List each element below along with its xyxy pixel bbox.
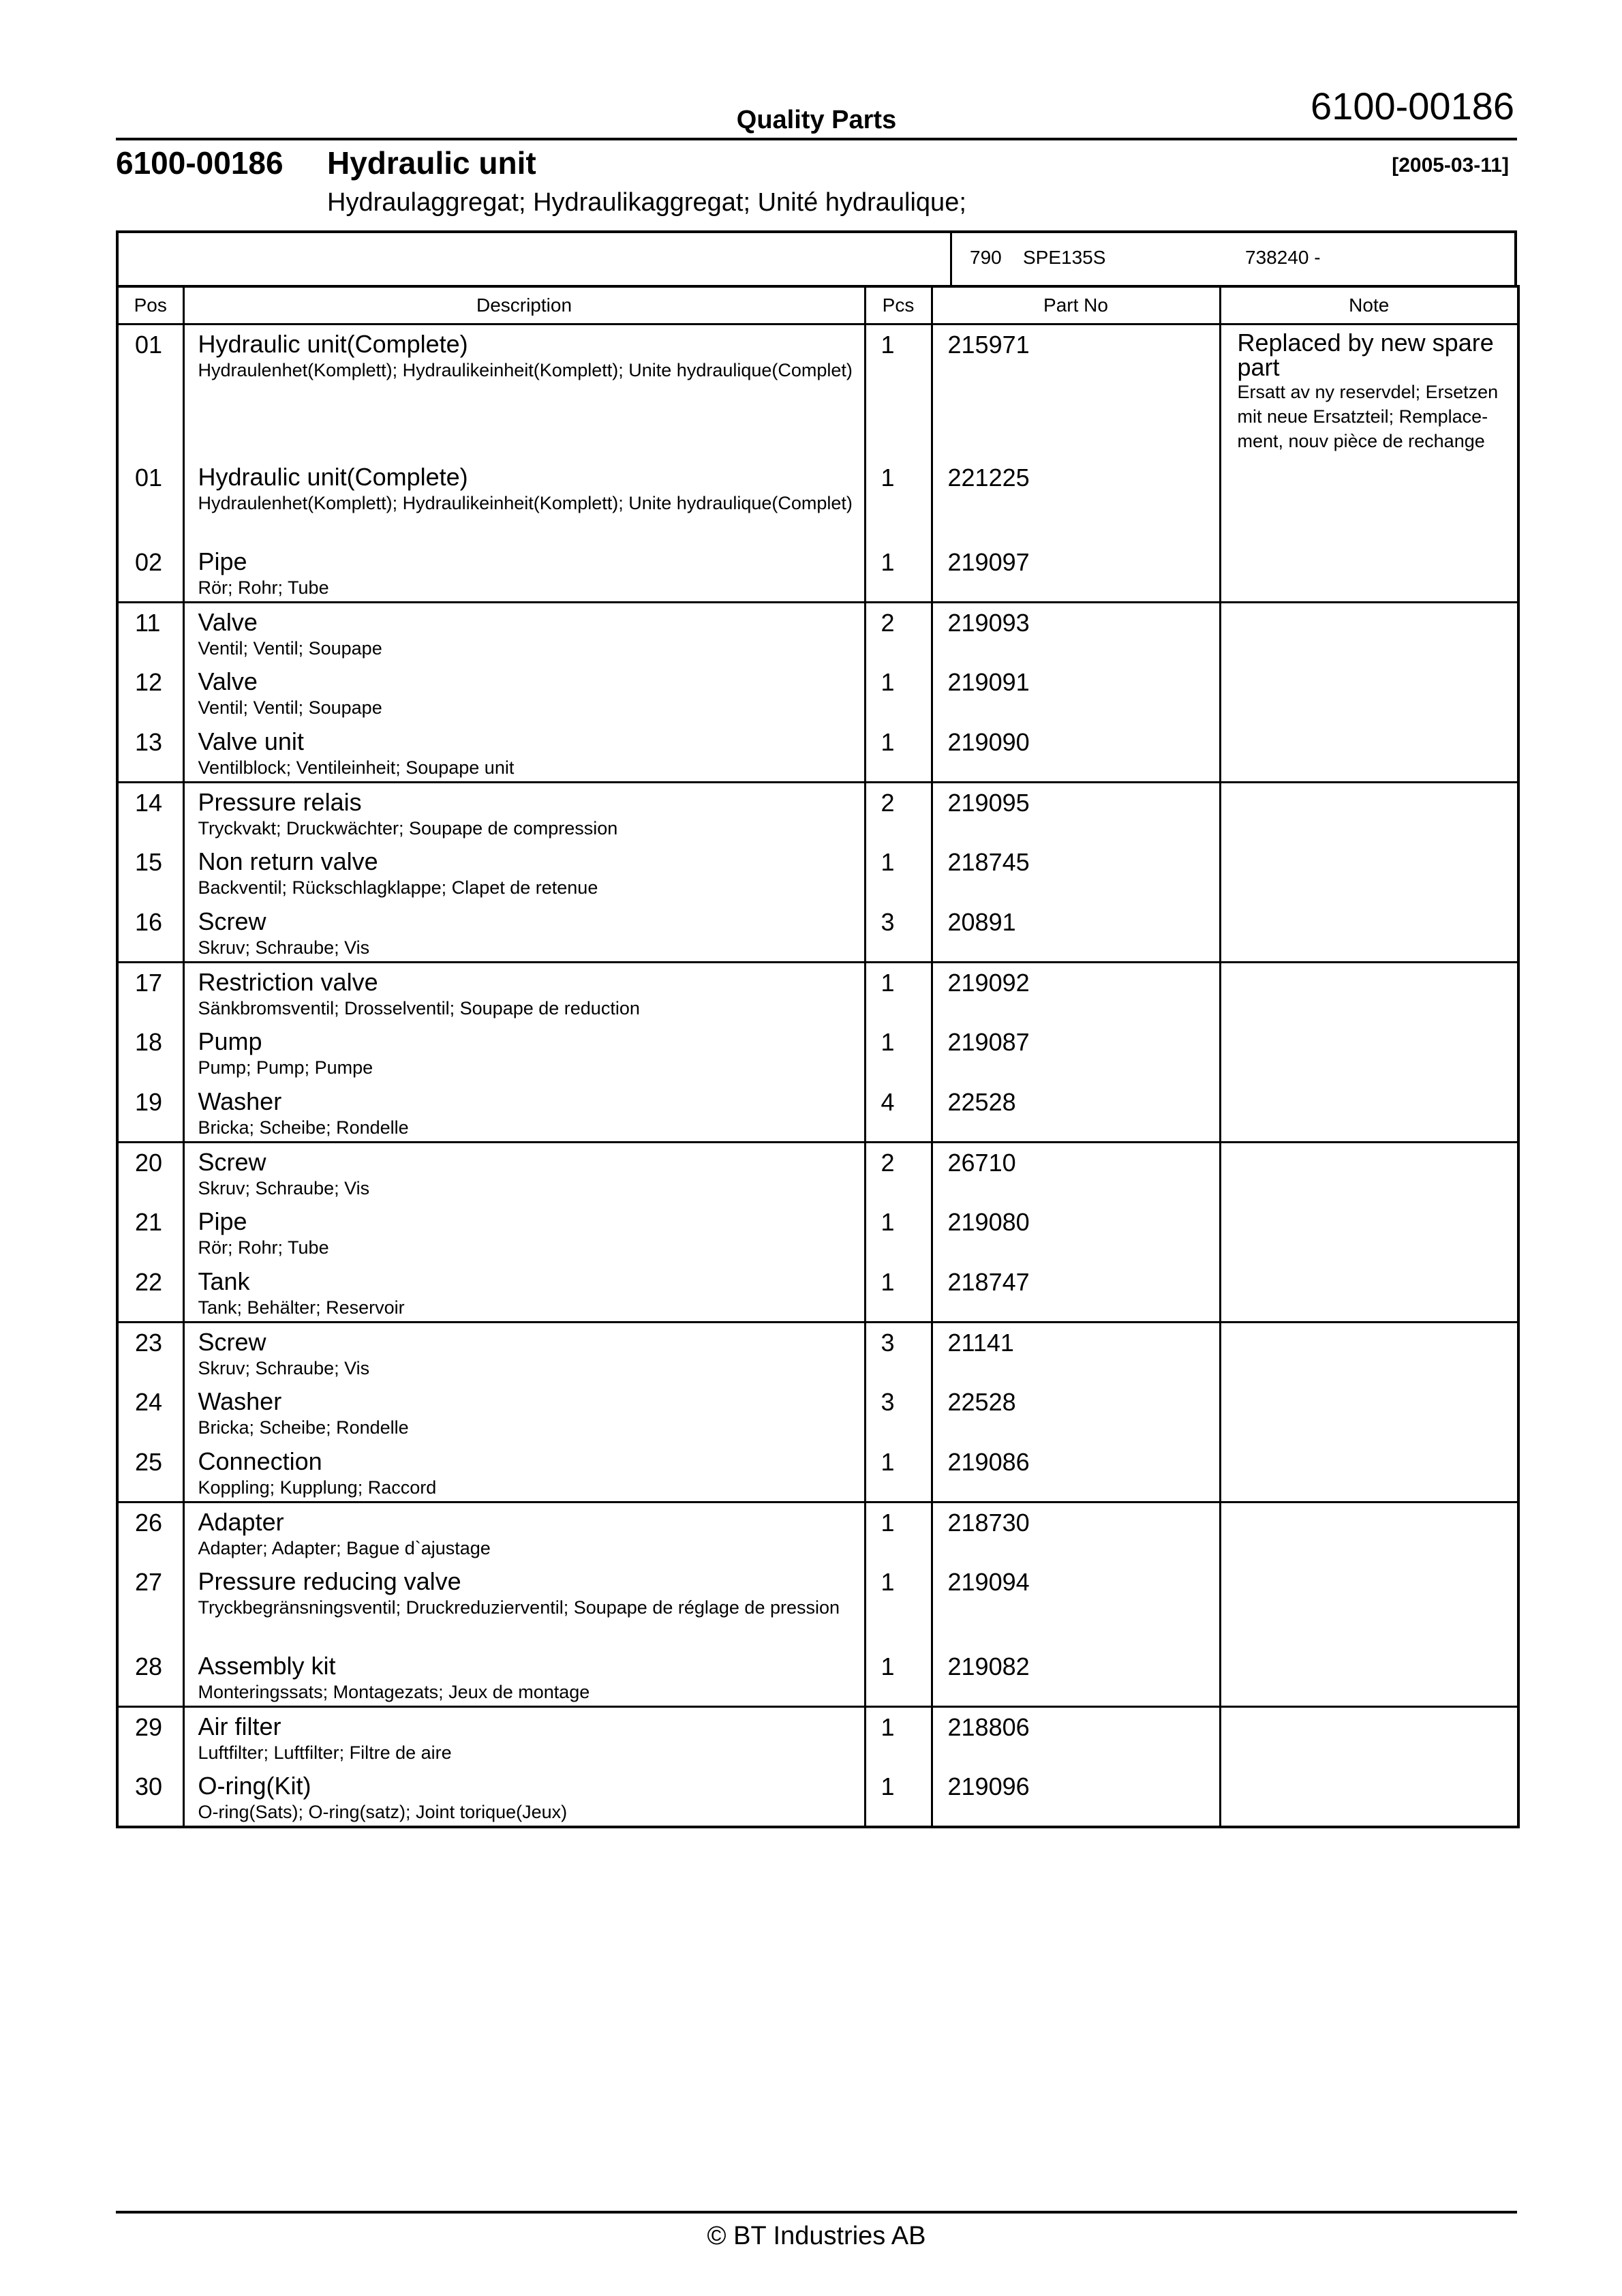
row-description: Valve bbox=[198, 608, 258, 636]
row-pcs: 2 bbox=[881, 1149, 895, 1177]
title-row bbox=[116, 145, 1517, 226]
row-pos: 21 bbox=[135, 1207, 163, 1236]
table-row bbox=[117, 903, 1518, 963]
row-part-number: 218806 bbox=[947, 1713, 1030, 1741]
row-description: Screw bbox=[198, 907, 266, 935]
revision-date: [2005-03-11] bbox=[1392, 154, 1509, 177]
row-description: Tank bbox=[198, 1267, 250, 1295]
row-pcs: 1 bbox=[881, 667, 895, 696]
assembly-name: Hydraulic unit bbox=[327, 145, 536, 181]
header-document-code: 6100-00186 bbox=[1311, 85, 1514, 127]
table-row bbox=[117, 1023, 1518, 1083]
row-description-translations: Ventilblock; Ventileinheit; Soupape unit bbox=[198, 757, 515, 778]
row-part-number: 219097 bbox=[947, 547, 1030, 576]
copyright-text: © BT Industries AB bbox=[707, 2222, 926, 2250]
row-description-translations: Skruv; Schraube; Vis bbox=[198, 937, 370, 958]
row-part-number: 219087 bbox=[947, 1027, 1030, 1056]
row-description-translations: Luftfilter; Luftfilter; Filtre de aire bbox=[198, 1742, 452, 1763]
row-description: Pump bbox=[198, 1027, 262, 1055]
row-pos: 26 bbox=[135, 1509, 163, 1537]
row-description-translations: Bricka; Scheibe; Rondelle bbox=[198, 1417, 409, 1438]
row-description: Connection bbox=[198, 1447, 322, 1475]
row-pcs: 1 bbox=[881, 1509, 895, 1537]
row-part-number: 215971 bbox=[947, 331, 1030, 359]
row-description-translations: Monteringssats; Montagezats; Jeux de montage bbox=[198, 1681, 590, 1702]
row-pcs: 4 bbox=[881, 1087, 895, 1116]
row-part-number: 20891 bbox=[947, 907, 1016, 936]
row-pos: 20 bbox=[135, 1149, 163, 1177]
table-header-row bbox=[117, 286, 1518, 324]
row-description-translations: Tryckbegränsningsventil; Druckreduzierventil; Soupape de réglage de pression bbox=[198, 1597, 840, 1618]
row-part-number: 221225 bbox=[947, 463, 1030, 492]
model-serial: 738240 - bbox=[1245, 247, 1321, 268]
row-pos: 01 bbox=[135, 331, 163, 359]
table-row bbox=[117, 543, 1518, 603]
row-part-number: 219094 bbox=[947, 1567, 1030, 1596]
column-header-pos: Pos bbox=[117, 286, 183, 324]
table-row bbox=[117, 1442, 1518, 1502]
table-row bbox=[117, 1143, 1518, 1203]
model-code: 790 bbox=[970, 247, 1002, 268]
row-pos: 18 bbox=[135, 1027, 163, 1056]
row-pcs: 1 bbox=[881, 463, 895, 492]
row-pos: 01 bbox=[135, 463, 163, 492]
row-description-translations: Tryckvakt; Druckwächter; Soupape de compression bbox=[198, 818, 618, 839]
table-row bbox=[117, 324, 1518, 458]
table-row bbox=[117, 1203, 1518, 1263]
row-pos: 19 bbox=[135, 1087, 163, 1116]
row-description-translations: Hydraulenhet(Komplett); Hydraulikeinheit(Komplett); Unite hydraulique(Complet) bbox=[198, 360, 853, 380]
model-box bbox=[116, 230, 1517, 285]
row-pos: 23 bbox=[135, 1329, 163, 1357]
row-description-translations: Skruv; Schraube; Vis bbox=[198, 1358, 370, 1378]
row-description-translations: Ventil; Ventil; Soupape bbox=[198, 697, 382, 718]
row-description-translations: Rör; Rohr; Tube bbox=[198, 1237, 329, 1258]
row-pos: 14 bbox=[135, 789, 163, 817]
row-pcs: 3 bbox=[881, 1387, 895, 1416]
row-description-translations: Hydraulenhet(Komplett); Hydraulikeinheit(Komplett); Unite hydraulique(Complet) bbox=[198, 492, 853, 513]
row-description: Washer bbox=[198, 1387, 282, 1415]
row-description: Hydraulic unit(Complete) bbox=[198, 330, 468, 358]
row-part-number: 219096 bbox=[947, 1772, 1030, 1800]
row-part-number: 219095 bbox=[947, 789, 1030, 817]
row-part-number: 219082 bbox=[947, 1652, 1030, 1680]
row-description-translations: Pump; Pump; Pumpe bbox=[198, 1057, 373, 1078]
row-part-number: 218747 bbox=[947, 1267, 1030, 1296]
row-description-translations: Skruv; Schraube; Vis bbox=[198, 1178, 370, 1198]
row-pcs: 1 bbox=[881, 1447, 895, 1476]
row-part-number: 219086 bbox=[947, 1447, 1030, 1476]
row-pos: 12 bbox=[135, 667, 163, 696]
table-row bbox=[117, 723, 1518, 783]
row-pos: 22 bbox=[135, 1267, 163, 1296]
row-pos: 13 bbox=[135, 727, 163, 756]
row-pcs: 2 bbox=[881, 609, 895, 637]
row-pcs: 1 bbox=[881, 1772, 895, 1800]
row-description: Valve unit bbox=[198, 727, 304, 755]
row-description: Hydraulic unit(Complete) bbox=[198, 462, 468, 491]
table-row bbox=[117, 1083, 1518, 1143]
row-pcs: 1 bbox=[881, 727, 895, 756]
row-pcs: 1 bbox=[881, 1567, 895, 1596]
parts-table-wrapper bbox=[116, 285, 1517, 1828]
row-part-number: 219092 bbox=[947, 969, 1030, 997]
model-cell bbox=[950, 233, 1514, 285]
row-description: Washer bbox=[198, 1087, 282, 1115]
row-pcs: 1 bbox=[881, 547, 895, 576]
row-pcs: 1 bbox=[881, 847, 895, 876]
row-description: Assembly kit bbox=[198, 1651, 336, 1680]
row-part-number: 219091 bbox=[947, 667, 1030, 696]
table-row bbox=[117, 1562, 1518, 1647]
row-description-translations: O-ring(Sats); O-ring(satz); Joint torique(Jeux) bbox=[198, 1801, 568, 1822]
row-description: Non return valve bbox=[198, 847, 378, 875]
row-pos: 28 bbox=[135, 1652, 163, 1680]
row-pos: 15 bbox=[135, 847, 163, 876]
row-pos: 25 bbox=[135, 1447, 163, 1476]
parts-table-body bbox=[117, 324, 1518, 1827]
row-pcs: 1 bbox=[881, 331, 895, 359]
parts-table bbox=[116, 285, 1520, 1828]
row-description: O-ring(Kit) bbox=[198, 1771, 311, 1800]
column-header-part-no: Part No bbox=[932, 286, 1220, 324]
row-description: Screw bbox=[198, 1148, 266, 1176]
assembly-translations: Hydraulaggregat; Hydraulikaggregat; Unité hydraulique; bbox=[327, 188, 966, 217]
row-pcs: 1 bbox=[881, 1713, 895, 1741]
table-row bbox=[117, 603, 1518, 663]
row-pos: 27 bbox=[135, 1567, 163, 1596]
assembly-code: 6100-00186 bbox=[116, 145, 284, 181]
row-pos: 29 bbox=[135, 1713, 163, 1741]
row-pcs: 1 bbox=[881, 1027, 895, 1056]
row-description-translations: Sänkbromsventil; Drosselventil; Soupape de reduction bbox=[198, 998, 640, 1018]
row-note-translations: Ersatt av ny reservdel; Ersetzen mit neue Ersatzteil; Remplace-ment, nouv pièce de rechange bbox=[1237, 382, 1499, 451]
page-footer bbox=[116, 2211, 1517, 2251]
table-row bbox=[117, 1502, 1518, 1562]
page-header bbox=[116, 75, 1517, 140]
row-pcs: 1 bbox=[881, 1207, 895, 1236]
row-description: Screw bbox=[198, 1328, 266, 1356]
row-part-number: 26710 bbox=[947, 1149, 1016, 1177]
row-pos: 02 bbox=[135, 547, 163, 576]
table-row bbox=[117, 1263, 1518, 1323]
model-name: SPE135S bbox=[1023, 247, 1106, 268]
table-row bbox=[117, 783, 1518, 843]
row-description: Pressure relais bbox=[198, 788, 362, 816]
row-description: Adapter bbox=[198, 1508, 284, 1536]
row-part-number: 219090 bbox=[947, 727, 1030, 756]
row-pos: 11 bbox=[135, 609, 161, 637]
row-description-translations: Bricka; Scheibe; Rondelle bbox=[198, 1117, 409, 1138]
row-part-number: 218745 bbox=[947, 847, 1030, 876]
row-description: Air filter bbox=[198, 1712, 281, 1740]
table-row bbox=[117, 1767, 1518, 1827]
row-description-translations: Koppling; Kupplung; Raccord bbox=[198, 1477, 437, 1498]
table-row bbox=[117, 843, 1518, 903]
table-row bbox=[117, 663, 1518, 723]
row-pos: 24 bbox=[135, 1387, 163, 1416]
table-row bbox=[117, 1323, 1518, 1383]
row-description: Pipe bbox=[198, 1207, 247, 1235]
row-pcs: 1 bbox=[881, 969, 895, 997]
row-note: Replaced by new spare part bbox=[1237, 329, 1494, 381]
column-header-pcs: Pcs bbox=[865, 286, 932, 324]
row-pcs: 3 bbox=[881, 1329, 895, 1357]
table-row bbox=[117, 458, 1518, 543]
table-row bbox=[117, 1383, 1518, 1442]
row-pcs: 3 bbox=[881, 907, 895, 936]
column-header-note: Note bbox=[1220, 286, 1518, 324]
row-pos: 30 bbox=[135, 1772, 163, 1800]
row-part-number: 219080 bbox=[947, 1207, 1030, 1236]
row-description-translations: Tank; Behälter; Reservoir bbox=[198, 1297, 405, 1318]
row-description: Pipe bbox=[198, 547, 247, 575]
row-description-translations: Ventil; Ventil; Soupape bbox=[198, 638, 382, 659]
row-description: Pressure reducing valve bbox=[198, 1567, 461, 1595]
header-title: Quality Parts bbox=[736, 106, 897, 134]
row-pos: 16 bbox=[135, 907, 163, 936]
row-description-translations: Rör; Rohr; Tube bbox=[198, 577, 329, 598]
row-description: Restriction valve bbox=[198, 968, 378, 996]
row-part-number: 22528 bbox=[947, 1387, 1016, 1416]
row-part-number: 21141 bbox=[947, 1329, 1014, 1357]
row-part-number: 219093 bbox=[947, 609, 1030, 637]
row-description-translations: Adapter; Adapter; Bague d`ajustage bbox=[198, 1538, 491, 1558]
column-header-description: Description bbox=[183, 286, 865, 324]
row-pcs: 1 bbox=[881, 1652, 895, 1680]
row-part-number: 218730 bbox=[947, 1509, 1030, 1537]
table-row bbox=[117, 963, 1518, 1023]
row-part-number: 22528 bbox=[947, 1087, 1016, 1116]
row-description: Valve bbox=[198, 667, 258, 695]
row-pcs: 2 bbox=[881, 789, 895, 817]
table-row bbox=[117, 1647, 1518, 1707]
row-pos: 17 bbox=[135, 969, 163, 997]
row-description-translations: Backventil; Rückschlagklappe; Clapet de retenue bbox=[198, 877, 598, 898]
table-row bbox=[117, 1707, 1518, 1767]
row-pcs: 1 bbox=[881, 1267, 895, 1296]
